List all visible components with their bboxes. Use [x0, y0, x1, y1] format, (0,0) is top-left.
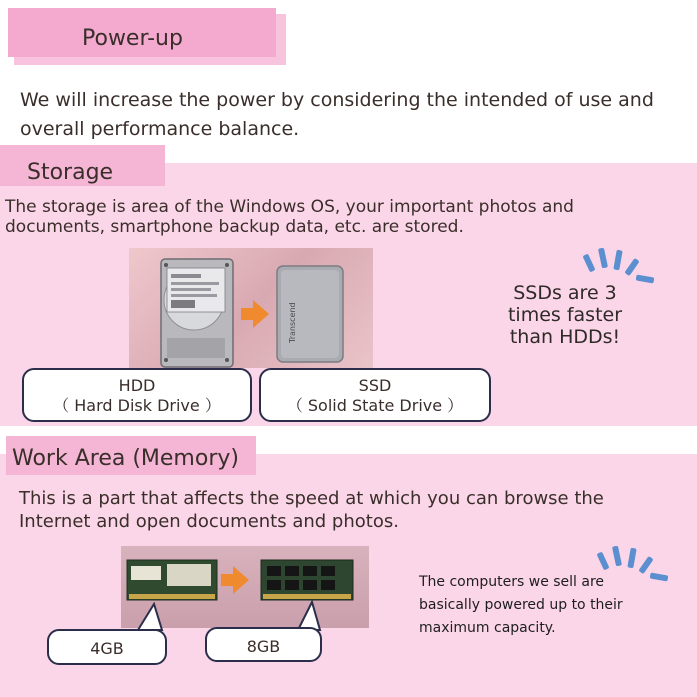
powerup-intro-line-2: overall performance balance. [20, 118, 300, 140]
storage-arrow-icon [241, 300, 269, 328]
storage-desc-line-2: documents, smartphone backup data, etc. are stored. [5, 217, 464, 237]
memory-description [19, 487, 695, 533]
ssd-callout [259, 368, 491, 422]
storage-photo-illustration [129, 248, 373, 368]
highlight-line-2: times faster [507, 304, 623, 326]
note-line-1: The computers we sell are [419, 574, 605, 590]
capacity-note [419, 571, 689, 640]
label-4gb: 4GB [90, 639, 124, 658]
note-line-2: basically powered up to their [419, 597, 623, 613]
ssd-sublabel: （ Solid State Drive ） [286, 396, 464, 415]
powerup-intro-line-1: We will increase the power by considering the intended of use and [20, 89, 654, 111]
ssd-brand-text: Transcend [288, 302, 297, 343]
highlight-line-3: than HDDs! [509, 326, 621, 348]
hdd-image [161, 259, 233, 367]
hdd-callout [22, 368, 252, 422]
storage-desc-line-1: The storage is area of the Windows OS, your important photos and [5, 197, 574, 217]
callout-8gb [205, 627, 322, 662]
ram-4gb-image [127, 560, 217, 600]
label-8gb: 8GB [246, 637, 281, 656]
powerup-intro [20, 86, 696, 144]
ram-8gb-image [261, 560, 353, 600]
hdd-sublabel: （ Hard Disk Drive ） [53, 396, 221, 415]
callout-4gb-pointer [130, 602, 170, 632]
note-line-3: maximum capacity. [419, 620, 556, 636]
storage-photo [129, 248, 373, 368]
callout-4gb [47, 629, 167, 665]
memory-arrow-icon [221, 566, 249, 594]
storage-description [5, 197, 695, 237]
powerup-title: Power-up [82, 26, 183, 51]
memory-title: Work Area (Memory) [12, 446, 239, 471]
memory-desc-line-1: This is a part that affects the speed at which you can browse the [19, 488, 604, 509]
highlight-line-1: SSDs are 3 [513, 282, 617, 304]
ssd-speed-highlight [490, 282, 640, 348]
memory-desc-line-2: Internet and open documents and photos. [19, 511, 399, 532]
storage-title: Storage [27, 160, 114, 185]
ssd-label: SSD [358, 376, 392, 395]
ssd-image [277, 266, 343, 362]
hdd-label: HDD [118, 376, 156, 395]
